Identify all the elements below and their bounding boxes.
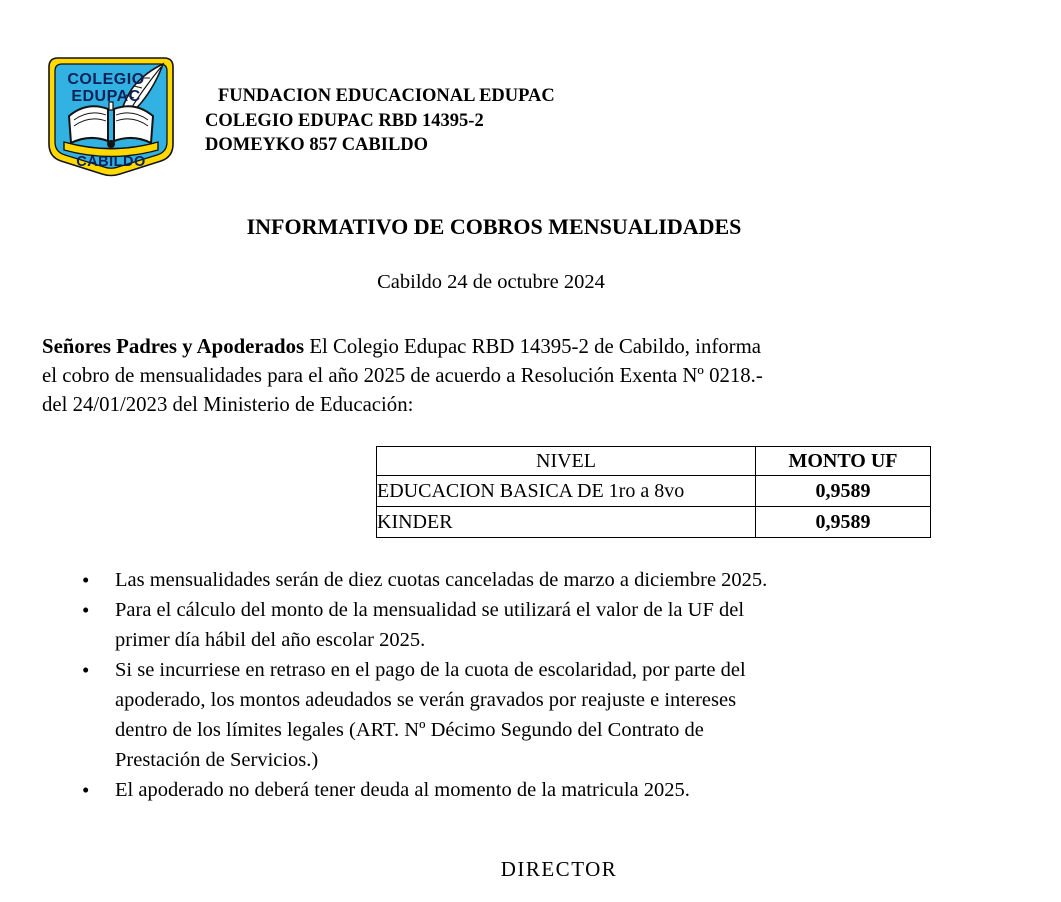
date-line: Cabildo 24 de octubre 2024	[377, 271, 605, 293]
col-header-monto: MONTO UF	[756, 447, 931, 476]
school-logo-icon	[46, 56, 176, 181]
bullet-3-line-3: dentro de los límites legales (ART. Nº Décimo Segundo del Contrato de	[115, 719, 704, 741]
org-rbd-line: COLEGIO EDUPAC RBD 14395-2	[205, 110, 484, 131]
logo-text-edupac: EDUPAC	[71, 88, 141, 105]
col-header-nivel: NIVEL	[377, 447, 756, 476]
page-title: INFORMATIVO DE COBROS MENSUALIDADES	[246, 214, 742, 239]
logo-text-colegio: COLEGIO	[67, 71, 145, 88]
monto-cell-basica: 0,9589	[756, 476, 931, 507]
monto-cell-kinder: 0,9589	[756, 507, 931, 538]
logo-text-cabildo: CABILDO	[76, 154, 146, 170]
table-row	[377, 507, 931, 538]
org-header	[205, 84, 555, 158]
intro-line-3: del 24/01/2023 del Ministerio de Educación:	[42, 393, 414, 417]
fee-table	[376, 446, 931, 538]
list-item	[82, 595, 767, 655]
director-label: DIRECTOR	[500, 857, 618, 881]
bullet-2-line-1: • Para el cálculo del monto de la mensualidad se utilizará el valor de la UF del	[115, 599, 745, 621]
nivel-cell-kinder: KINDER	[377, 507, 756, 538]
bullet-2-line-2: primer día hábil del año escolar 2025.	[115, 629, 426, 651]
bullet-3-line-1: • Si se incurriese en retraso en el pago de la cuota de escolaridad, por parte del	[115, 659, 746, 681]
list-item	[82, 775, 767, 805]
bullet-list	[82, 565, 767, 805]
list-item	[82, 655, 767, 775]
list-item	[82, 565, 767, 595]
nivel-cell-basica: EDUCACION BASICA DE 1ro a 8vo	[377, 476, 756, 507]
bullet-4-line-1: • El apoderado no deberá tener deuda al momento de la matricula 2025.	[115, 779, 690, 801]
intro-lead-bold: Señores Padres y Apoderados	[42, 335, 305, 358]
org-name-line: FUNDACION EDUCACIONAL EDUPAC	[218, 86, 555, 106]
table-header-row	[377, 447, 931, 476]
intro-line-1	[42, 332, 763, 361]
bullet-3-line-2: apoderado, los montos adeudados se verán gravados por reajuste e intereses	[115, 689, 737, 711]
intro-line-1-rest: El Colegio Edupac RBD 14395-2 de Cabildo, informa	[309, 335, 761, 358]
bullet-1-line-1: • Las mensualidades serán de diez cuotas canceladas de marzo a diciembre 2025.	[115, 569, 768, 591]
intro-line-2: el cobro de mensualidades para el año 2025 de acuerdo a Resolución Exenta Nº 0218.-	[42, 364, 763, 388]
table-row	[377, 476, 931, 507]
intro-paragraph	[42, 332, 763, 420]
school-logo	[46, 56, 176, 181]
org-address-line: DOMEYKO 857 CABILDO	[205, 135, 429, 155]
bullet-3-line-4: Prestación de Servicios.)	[115, 749, 319, 771]
